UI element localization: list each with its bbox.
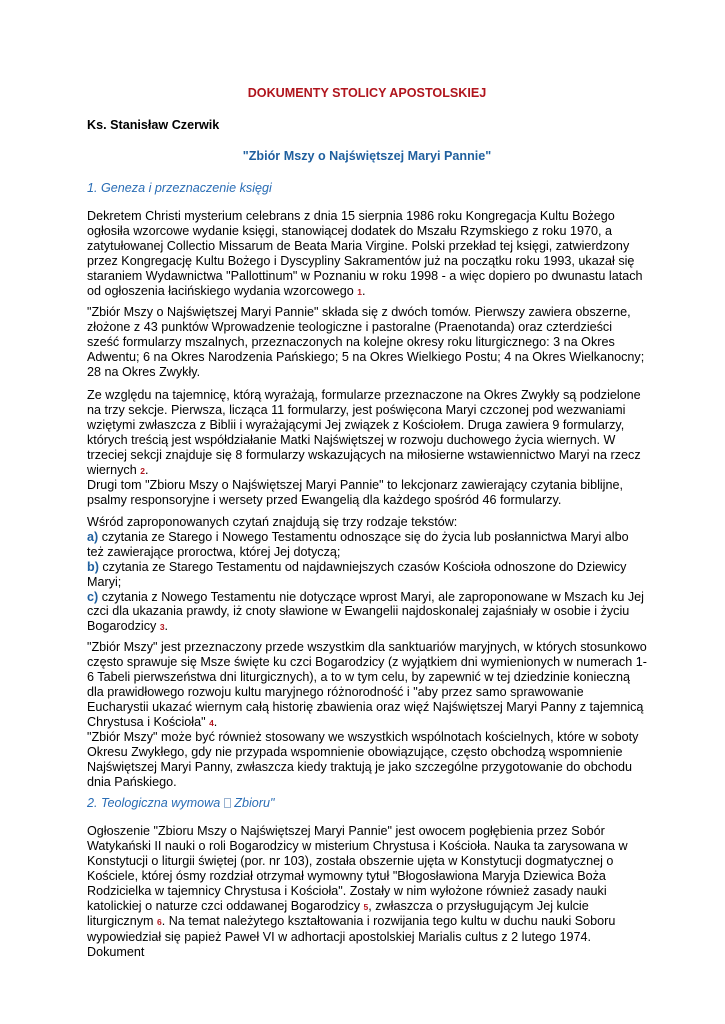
paragraph-text: Ze względu na tajemnicę, którą wyrażają, formularze przeznaczone na Okres Zwykły są podzielone na trzy sekcje. Pierwsza, licząca 11 formularzy, jest poświęcona Maryi czczonej pod wezwaniami wziętymi zwłaszcza z Biblii i wyrażającymi Jej związek z Kościołem. Druga zawiera 9 formularzy, których treścią jest współdziałanie Matki Najświętszej w rozwoju duchowego życia wiernych. W trzeciej sekcji znajduje się 8 formularzy wskazujących na miłosierne wstawiennictwo Maryi na rzecz wiernych xyxy=(87,388,641,477)
heading-text: 2. Teologiczna wymowa xyxy=(87,796,224,810)
footnote-ref-2[interactable]: 2 xyxy=(140,465,145,476)
footnote-ref-1[interactable]: 1 xyxy=(357,286,362,297)
paragraph-text: Dekretem Christi mysterium celebrans z dnia 15 sierpnia 1986 roku Kongregacja Kultu Bożego ogłosiła wzorcowe wydanie księgi, stanowiącej dodatek do Mszału Rzymskiego z roku 1970, a zatytułowanej Collectio Missarum de Beata Maria Virgine. Polski przekład tej księgi, zatwierdzony przez Kongregację Kultu Bożego i Dyscypliny Sakramentów już na początku roku 1993, ukazał się staraniem Wydawnictwa "Pallottinum" w Poznaniu w roku 1998 - a więc dopiero po dwunastu latach od ogłoszenia łacińskiego wydania wzorcowego xyxy=(87,209,643,298)
item-label-c: c) xyxy=(87,589,99,604)
readings-intro: Wśród zaproponowanych czytań znajdują się trzy rodzaje tekstów: xyxy=(87,515,458,529)
item-text-a: czytania ze Starego i Nowego Testamentu odnoszące się do życia lub posłannictwa Maryi albo też zawierające proroctwa, której Jej dotyczą; xyxy=(87,529,629,559)
footnote-ref-3[interactable]: 3 xyxy=(159,622,165,633)
paragraph-end: . xyxy=(164,619,169,634)
paragraph-end: . xyxy=(144,462,149,477)
paragraph-text: . Na temat należytego kształtowania i rozwijania tego kultu w duchu nauki Soboru wypowiedział się papież Paweł VI w adhortacji apostolskiej Marialis cultus z 2 lutego 1974. Dokument xyxy=(87,914,616,960)
item-text-c: czytania z Nowego Testamentu nie dotyczące wprost Maryi, ale zaproponowane w Mszach ku Jej czci dla ukazania prawdy, iż cnoty sławione w Ewangelii najdoskonalej zajaśniały w osobie i życiu Bogarodzicy xyxy=(87,589,644,634)
document-title: DOKUMENTY STOLICY APOSTOLSKIEJ xyxy=(247,86,487,100)
paragraph-theology xyxy=(87,824,647,960)
section-heading-1: 1. Geneza i przeznaczenie księgi xyxy=(87,181,272,195)
author-name: Ks. Stanisław Czerwik xyxy=(87,118,220,132)
footnote-ref-5[interactable]: 5 xyxy=(363,901,369,912)
paragraph-text: "Zbiór Mszy" jest przeznaczony przede wszystkim dla sanktuariów maryjnych, w których stosunkowo często sprawuje się Msze święte ku czci Bogarodzicy (z wyjątkiem dni wymienionych w numerach 1-6 Tabeli pierwszeństwa dni liturgicznych), a to w tym celu, by zapewnić w tej dziedzinie konieczną dla prawidłowego rozwoju kultu maryjnego różnorodność i "aby przez samo sprawowanie Eucharystii ukazać wiernym całą historię zbawienia oraz więź Najświętszej Maryi Panny z tajemnicą Chrystusa i Kościoła" xyxy=(87,640,647,729)
paragraph-genesis xyxy=(87,209,647,299)
paragraph-text: , zwłaszcza o przysługującym Jej kulcie liturgicznym xyxy=(87,898,589,929)
item-label-a: a) xyxy=(87,529,99,544)
work-title: "Zbiór Mszy o Najświętszej Maryi Pannie" xyxy=(242,149,492,163)
paragraph-sections xyxy=(87,388,647,508)
paragraph-text: Ogłoszenie "Zbioru Mszy o Najświętszej Maryi Pannie" jest owocem pogłębienia przez Sobór Watykański II nauki o roli Bogarodzicy w misterium Chrystusa i Kościoła. Nauka ta zarysowana w Konstytucji o liturgii świętej (por. nr 103), została obszernie ujęta w Konstytucji dogmatycznej o Kościele, której ósmy rozdział otrzymał wymowny tytuł "Błogosławiona Maryja Dziewica Boża Rodzicielka w tajemnicy Chrystusa i Kościoła". Zostały w nim wyłożone również zasady nauki katolickiej o naturze czci oddawanej Bogarodzicy xyxy=(87,824,628,913)
missing-glyph-icon xyxy=(224,798,231,808)
section-heading-2 xyxy=(87,796,274,810)
paragraph-volumes xyxy=(87,305,647,380)
footnote-ref-6[interactable]: 6 xyxy=(156,917,162,928)
paragraph-text: "Zbiór Mszy o Najświętszej Maryi Pannie" składa się z dwóch tomów. Pierwszy zawiera obszerne, złożone z 43 punktów Wprowadzenie teologiczne i pastoralne (Praenotanda) oraz czterdzieści sześć formularzy mszalnych, przeznaczonych na kolejne okresy roku liturgicznego: 3 na Okres Adwentu; 6 na Okres Narodzenia Pańskiego; 5 na Okres Wielkiego Postu; 4 na Okres Wielkanocny; 28 na Okres Zwykły. xyxy=(87,305,645,379)
paragraph-readings xyxy=(87,515,647,635)
footnote-ref-4[interactable]: 4 xyxy=(209,717,214,728)
paragraph-text: "Zbiór Mszy" może być również stosowany we wszystkich wspólnotach kościelnych, które w soboty Okresu Zwykłego, gdy nie przypada wspomnienie obowiązujące, często obchodzą wspomnienie Najświętszej Maryi Panny, zwłaszcza kiedy traktują je jako szczególne przygotowanie do obchodu dnia Pańskiego. xyxy=(87,730,639,790)
item-label-b: b) xyxy=(87,559,99,574)
paragraph-end: . xyxy=(361,283,366,298)
paragraph-text: Drugi tom "Zbioru Mszy o Najświętszej Maryi Pannie" to lekcjonarz zawierający czytania biblijne, psalmy responsoryjne i wersety przed Ewangelią dla każdego spośród 46 formularzy. xyxy=(87,478,623,508)
paragraph-sanctuaries xyxy=(87,640,647,790)
item-text-b: czytania ze Starego Testamentu od najdawniejszych czasów Kościoła odnoszone do Dziewicy Maryi; xyxy=(87,559,627,589)
paragraph-end: . xyxy=(213,714,218,729)
heading-text: Zbioru" xyxy=(230,796,275,810)
